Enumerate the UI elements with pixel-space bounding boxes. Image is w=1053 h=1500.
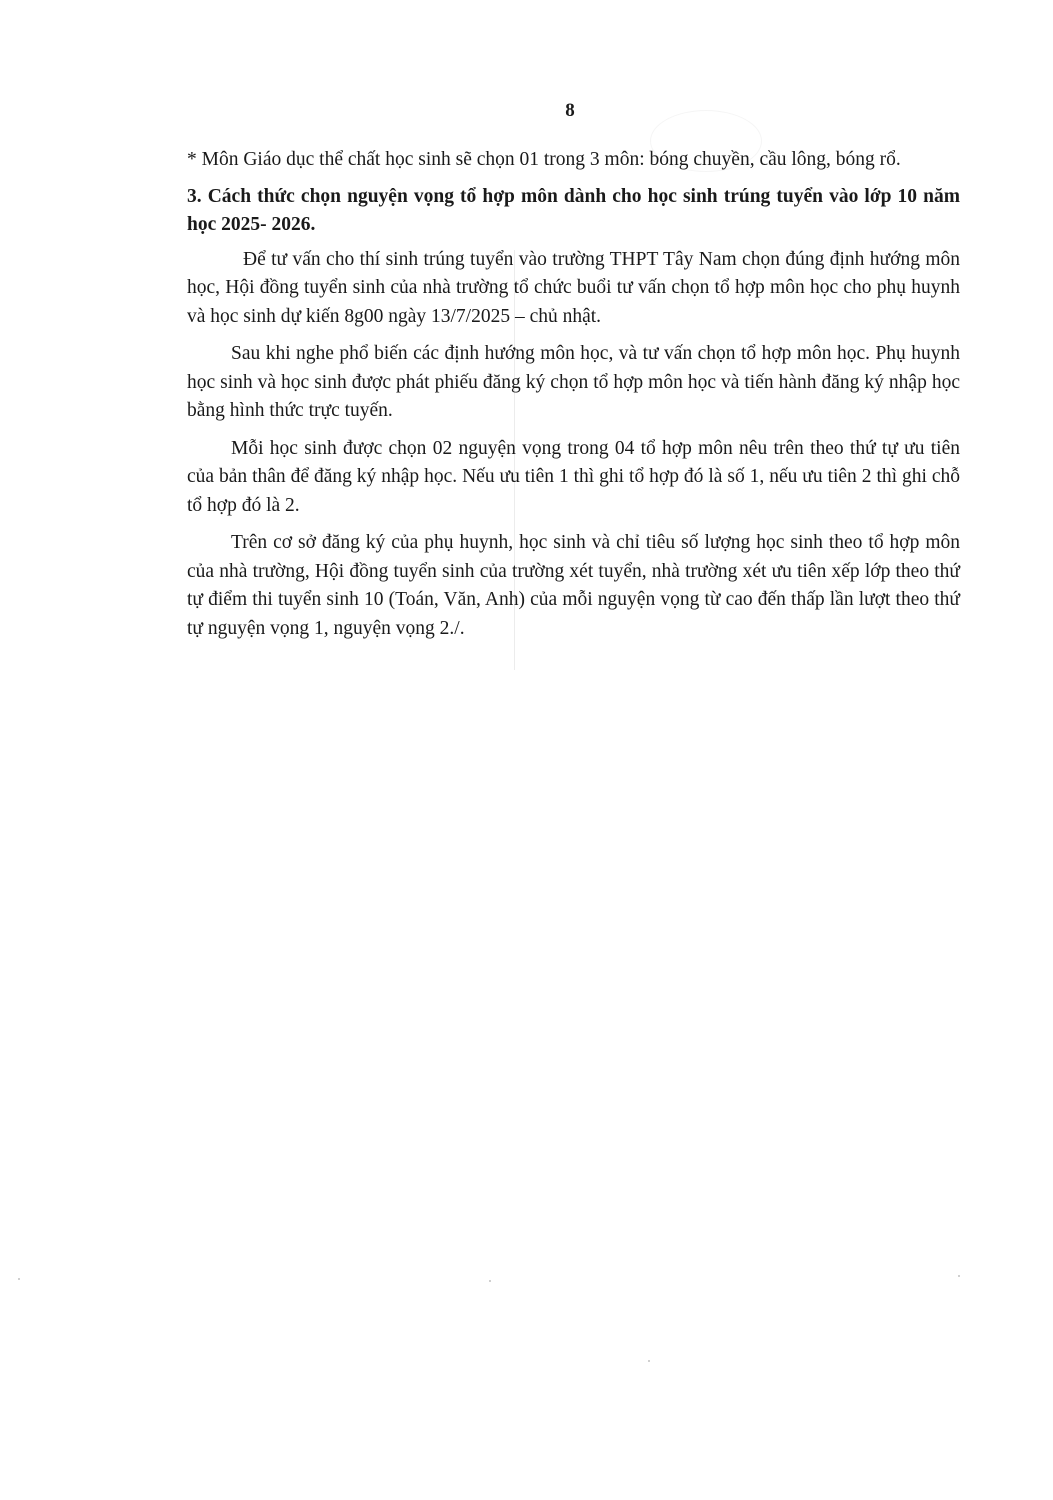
document-body: [187, 146, 960, 652]
pe-subject-note: * Môn Giáo dục thể chất học sinh sẽ chọn 01 trong 3 môn: bóng chuyền, cầu lông, bóng rổ.: [187, 149, 901, 170]
paragraph-counseling: Để tư vấn cho thí sinh trúng tuyển vào trường THPT Tây Nam chọn đúng định hướng môn học, Hội đồng tuyển sinh của nhà trường tổ chức buổi tư vấn chọn tổ hợp môn học cho phụ huynh và học sinh dự kiến 8g00 ngày 13/7/2025 – chủ nhật.: [187, 248, 960, 327]
paragraph-selection: Trên cơ sở đăng ký của phụ huynh, học sinh và chỉ tiêu số lượng học sinh theo tổ hợp môn của nhà trường, Hội đồng tuyển sinh của trường xét tuyển, nhà trường xét ưu tiên xếp lớp theo thứ tự điểm thi tuyển sinh 10 (Toán, Văn, Anh) của mỗi nguyện vọng từ cao đến thấp lần lượt theo thứ tự nguyện vọng 1, nguyện vọng 2./.: [187, 532, 960, 639]
scan-speck: [18, 1278, 20, 1280]
section-heading: 3. Cách thức chọn nguyện vọng tổ hợp môn dành cho học sinh trúng tuyển vào lớp 10 năm học 2025- 2026.: [187, 185, 960, 235]
scan-speck: [489, 1280, 491, 1282]
paragraph-registration: Sau khi nghe phổ biến các định hướng môn học, và tư vấn chọn tổ hợp môn học. Phụ huynh học sinh và học sinh được phát phiếu đăng ký chọn tổ hợp môn học và tiến hành đăng ký nhập học bằng hình thức trực tuyến.: [187, 343, 960, 421]
paragraph-preferences: Mỗi học sinh được chọn 02 nguyện vọng trong 04 tổ hợp môn nêu trên theo thứ tự ưu tiên của bản thân để đăng ký nhập học. Nếu ưu tiên 1 thì ghi tổ hợp đó là số 1, nếu ưu tiên 2 thì ghi chỗ tổ hợp đó là 2.: [187, 437, 960, 516]
scan-speck: [648, 1360, 650, 1362]
scan-speck: [958, 1275, 960, 1277]
page-number: 8: [565, 100, 575, 121]
